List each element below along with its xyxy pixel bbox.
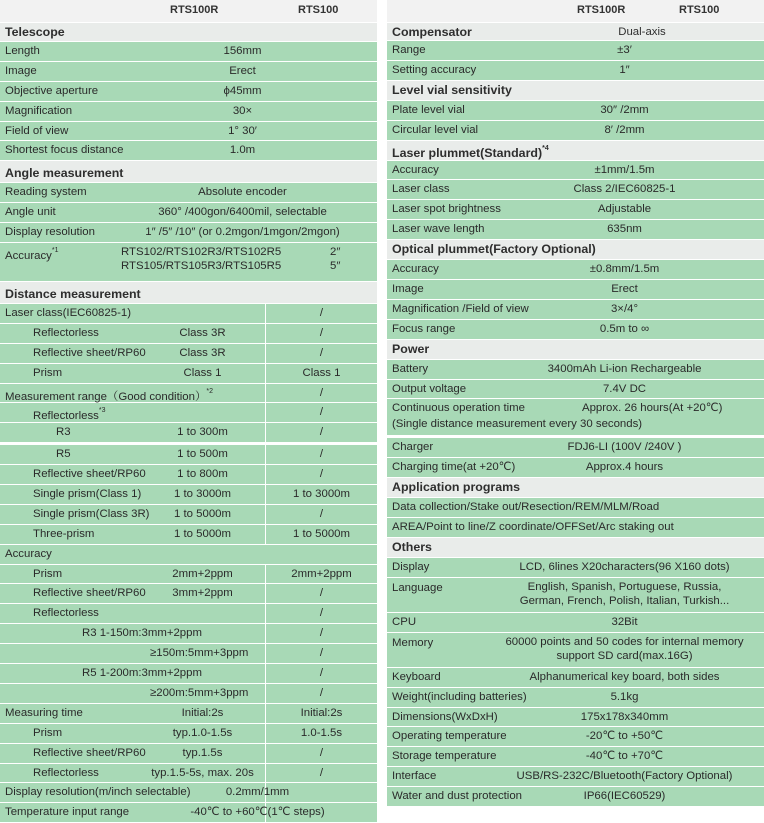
rts100r-value: Initial:2s <box>181 706 224 719</box>
section-heading <box>387 141 764 161</box>
spec-row <box>387 161 764 181</box>
spec-row <box>387 260 764 280</box>
spec-value: 30× <box>232 104 253 117</box>
spec-row <box>387 458 764 478</box>
spec-label: ≥150m:5mm+3ppm <box>150 647 249 660</box>
spec-label: R5 <box>56 448 71 461</box>
spec-label: Reflectorless <box>33 607 99 620</box>
spec-label: Prism <box>33 726 63 739</box>
model-header-rts100r: RTS100R <box>170 4 219 16</box>
accuracy-value-2: 5″ <box>330 260 341 273</box>
section-title: Level vial sensitivity <box>392 82 512 97</box>
accuracy-models-1: RTS102/RTS102R3/RTS102R5 <box>121 246 282 259</box>
spec-label: Angle unit <box>5 206 56 219</box>
spec-value-line2: German, French, Polish, Italian, Turkish... <box>519 594 730 607</box>
spec-value: 3400mAh Li-ion Rechargeable <box>547 362 702 375</box>
spec-value: 7.4V DC <box>602 382 647 395</box>
accuracy-models-2: RTS105/RTS105R3/RTS105R5 <box>121 260 282 273</box>
spec-label: Range <box>392 44 426 56</box>
section-heading <box>0 23 377 42</box>
spec-row <box>0 783 377 803</box>
spec-label: Accuracy$^{*1}$ <box>5 247 59 262</box>
spec-row <box>0 122 377 142</box>
section-title: Angle measurement <box>5 166 124 181</box>
spec-label: Measurement range（Good condition）$^{*2}$ <box>5 387 213 403</box>
spec-label: Display resolution(m/inch selectable) <box>5 786 191 799</box>
spec-label: Operating temperature <box>392 730 507 743</box>
spec-row <box>387 518 764 538</box>
spec-label: Three-prism <box>33 527 95 540</box>
spec-row <box>387 767 764 787</box>
rts100-value: / <box>319 746 324 759</box>
spec-label: Measuring time <box>5 706 83 719</box>
spec-row <box>0 525 377 545</box>
spec-value: -40℃ to +70℃ <box>585 750 664 763</box>
spec-label: Output voltage <box>392 382 467 395</box>
spec-value: IP66(IEC60529) <box>583 790 666 803</box>
spec-row <box>0 744 377 764</box>
spec-row <box>387 708 764 728</box>
spec-value: Approx. 26 hours(At +20℃) <box>582 402 723 415</box>
spec-row <box>0 485 377 505</box>
spec-row <box>0 684 377 704</box>
spec-row <box>0 644 377 664</box>
section-heading <box>387 478 764 498</box>
spec-label: Display <box>392 561 430 574</box>
spec-label: Image <box>5 64 37 77</box>
rts100-value: 1 to 5000m <box>293 527 350 540</box>
spec-row <box>0 364 377 384</box>
spec-row <box>387 180 764 200</box>
section-title: Power <box>392 341 430 356</box>
spec-value: Erect <box>611 283 638 296</box>
program-list: Data collection/Stake out/Resection/REM/MLM/Road <box>392 501 660 514</box>
spec-row <box>387 438 764 458</box>
spec-row <box>387 578 764 613</box>
spec-label: Laser class(IEC60825-1) <box>5 307 131 320</box>
rts100-value: / <box>319 607 324 620</box>
spec-label: Charger <box>392 441 434 454</box>
spec-row <box>0 505 377 525</box>
spec-label: Objective aperture <box>5 84 99 97</box>
spec-row <box>387 220 764 240</box>
spec-row <box>0 223 377 243</box>
spec-row <box>387 320 764 340</box>
spec-label: Water and dust protection <box>392 790 523 803</box>
program-list: AREA/Point to line/Z coordinate/OFFSet/Arc staking out <box>392 521 674 534</box>
spec-row <box>0 243 377 282</box>
section-title: Others <box>392 540 432 555</box>
rts100-value: / <box>319 326 324 339</box>
spec-value: 1″ <box>619 63 630 76</box>
spec-label: Battery <box>392 362 429 375</box>
rts100r-value: 1 to 5000m <box>174 527 231 540</box>
spec-row <box>387 688 764 708</box>
spec-label: Reflective sheet/RP60 <box>33 746 146 759</box>
spec-label: Storage temperature <box>392 750 497 763</box>
rts100r-value: 3mm+2ppm <box>172 587 233 600</box>
spec-value: 360° /400gon/6400mil, selectable <box>158 206 327 219</box>
spec-value: 60000 points and 50 codes for internal memory <box>505 635 744 648</box>
spec-value: 32Bit <box>611 615 638 628</box>
spec-label: Temperature input range <box>5 806 130 819</box>
spec-label: R3 1-150m:3mm+2ppm <box>82 627 202 640</box>
rts100-value: / <box>319 426 324 439</box>
left-table-header <box>0 0 377 23</box>
rts100-value: / <box>319 386 324 399</box>
spec-label: Length <box>5 45 40 57</box>
spec-value: 8′ /2mm <box>604 123 645 136</box>
spec-label: Memory <box>392 636 434 649</box>
rts100r-value: Class 3R <box>179 326 226 339</box>
spec-row <box>0 724 377 744</box>
spec-label: Single prism(Class 3R) <box>33 507 150 520</box>
spec-label: Reflective sheet/RP60 <box>33 468 146 481</box>
spec-row <box>0 545 377 565</box>
spec-row <box>0 764 377 784</box>
spec-label: ≥200m:5mm+3ppm <box>150 686 249 699</box>
section-heading <box>387 538 764 558</box>
spec-row <box>387 101 764 121</box>
spec-value-line2: support SD card(max.16G) <box>556 649 693 662</box>
spec-value: 156mm <box>223 45 262 57</box>
right-table-header <box>387 0 764 23</box>
spec-label: Reflective sheet/RP60 <box>33 587 146 600</box>
rts100r-value: -40℃ to +60℃(1℃ steps) <box>190 806 325 819</box>
rts100-value: / <box>319 627 324 640</box>
spec-row <box>0 604 377 624</box>
spec-row <box>387 399 764 436</box>
spec-row <box>0 324 377 344</box>
spec-row <box>0 344 377 364</box>
spec-value: 5.1kg <box>610 690 639 703</box>
spec-label: Plate level vial <box>392 103 465 116</box>
rts100-value: / <box>319 667 324 680</box>
section-title: Laser plummet(Standard)$^{*4}$ <box>392 144 549 160</box>
spec-value: 30″ /2mm <box>600 103 649 116</box>
rts100-value: 1.0-1.5s <box>300 726 343 739</box>
spec-label: Laser wave length <box>392 223 485 236</box>
spec-label: Magnification <box>5 104 73 117</box>
spec-value: Alphanumerical key board, both sides <box>529 670 720 683</box>
rts100-value: Initial:2s <box>300 706 343 719</box>
rts100-value: / <box>319 307 324 320</box>
rts100r-value: 2mm+2ppm <box>172 567 233 580</box>
spec-row <box>387 613 764 633</box>
rts100r-value: Class 3R <box>179 346 226 359</box>
spec-row <box>387 747 764 767</box>
spec-row <box>387 558 764 578</box>
rts100-value: / <box>319 766 324 779</box>
spec-row <box>0 624 377 644</box>
spec-row <box>387 121 764 141</box>
section-title: Telescope <box>5 25 65 39</box>
spec-label: Interface <box>392 770 437 783</box>
footnote-mark: *1 <box>51 247 59 255</box>
rts100r-value: 1 to 300m <box>177 426 228 439</box>
section-heading <box>0 161 377 183</box>
rts100-value: / <box>319 587 324 600</box>
spec-label: R5 1-200m:3mm+2ppm <box>82 667 202 680</box>
spec-row <box>0 141 377 161</box>
spec-label: Laser class <box>392 183 450 196</box>
rts100-value: / <box>319 406 324 419</box>
spec-label: Focus range <box>392 322 456 335</box>
spec-label: Keyboard <box>392 670 441 683</box>
rts100-value: 2mm+2ppm <box>291 567 352 580</box>
rts100-value: / <box>319 346 324 359</box>
rts100-value: 1 to 3000m <box>293 488 350 501</box>
spec-row <box>0 203 377 223</box>
spec-label: Dimensions(WxDxH) <box>392 710 498 723</box>
spec-label: Accuracy <box>392 163 439 176</box>
rts100r-value: 0.2mm/1mm <box>225 786 290 799</box>
spec-row <box>0 584 377 604</box>
spec-value: Adjustable <box>597 203 652 216</box>
rts100r-value: typ.1.0-1.5s <box>172 726 233 739</box>
spec-row <box>0 42 377 62</box>
spec-label: Laser spot brightness <box>392 203 501 216</box>
spec-row <box>0 62 377 82</box>
spec-value: ±3′ <box>617 44 632 56</box>
spec-value: ϕ45mm <box>223 84 262 97</box>
spec-label: Circular level vial <box>392 123 479 136</box>
section-title: Optical plummet(Factory Optional) <box>392 242 596 257</box>
spec-label: Prism <box>33 366 63 379</box>
right-spec-table <box>387 0 764 807</box>
spec-row <box>387 300 764 320</box>
spec-value: 1″ /5″ /10″ (or 0.2mgon/1mgon/2mgon) <box>145 226 340 239</box>
model-header-rts100: RTS100 <box>298 4 339 16</box>
spec-label: Weight(including batteries) <box>392 690 527 703</box>
spec-label: Charging time(at +20℃) <box>392 461 516 474</box>
rts100-value: Class 1 <box>302 366 341 379</box>
spec-value: English, Spanish, Portuguese, Russia, <box>527 580 722 593</box>
spec-label: Reflectorless <box>33 766 99 779</box>
model-header-rts100r: RTS100R <box>577 4 626 16</box>
spec-row <box>387 280 764 300</box>
spec-value-line2: (Single distance measurement every 30 seconds) <box>392 418 643 431</box>
spec-value: 1.0m <box>229 144 256 157</box>
footnote-mark: *2 <box>206 387 213 395</box>
spec-label: Display resolution <box>5 226 95 239</box>
spec-row <box>387 498 764 518</box>
rts100-value: / <box>319 507 324 520</box>
footnote-mark: *3 <box>98 407 106 415</box>
spec-row <box>0 304 377 324</box>
spec-label: Setting accuracy <box>392 63 477 76</box>
spec-value: Approx.4 hours <box>585 461 664 474</box>
spec-value: LCD, 6lines X20characters(96 X160 dots) <box>519 561 730 574</box>
rts100r-value: 1 to 5000m <box>174 507 231 520</box>
section-heading <box>387 81 764 101</box>
spec-row <box>387 668 764 688</box>
section-heading <box>0 282 377 304</box>
spec-row <box>387 360 764 380</box>
spec-label: Reading system <box>5 186 87 199</box>
accuracy-value-1: 2″ <box>330 246 341 259</box>
spec-row <box>0 403 377 423</box>
spec-row <box>387 41 764 61</box>
spec-value: Erect <box>229 64 256 77</box>
spec-value: ±1mm/1.5m <box>594 163 655 176</box>
rts100r-value: 1 to 3000m <box>174 488 231 501</box>
spec-label: Reflective sheet/RP60 <box>33 346 146 359</box>
model-header-rts100: RTS100 <box>679 4 720 16</box>
spec-label: CPU <box>392 615 417 628</box>
spec-row <box>0 565 377 585</box>
section-value: Dual-axis <box>618 26 666 38</box>
spec-label: Reflectorless$^{*3}$ <box>33 407 106 423</box>
spec-row <box>387 200 764 220</box>
spec-label: Image <box>392 283 424 296</box>
spec-row <box>0 664 377 684</box>
spec-label: R3 <box>56 426 71 439</box>
spec-row <box>0 803 377 823</box>
rts100-value: / <box>319 448 324 461</box>
left-spec-table <box>0 0 377 823</box>
spec-value: USB/RS-232C/Bluetooth(Factory Optional) <box>516 770 733 783</box>
section-title: Application programs <box>392 480 521 495</box>
spec-row <box>387 61 764 81</box>
spec-label: Reflectorless <box>33 326 99 339</box>
spec-row <box>0 704 377 724</box>
spec-row <box>0 82 377 102</box>
spec-row <box>0 423 377 443</box>
spec-row <box>0 102 377 122</box>
section-title: Compensator <box>392 25 472 39</box>
section-heading <box>387 240 764 260</box>
rts100-value: / <box>319 468 324 481</box>
spec-label: Single prism(Class 1) <box>33 488 142 501</box>
section-heading <box>387 340 764 360</box>
spec-value: 635nm <box>607 223 642 236</box>
spec-row <box>0 465 377 485</box>
rts100r-value: 1 to 500m <box>177 448 228 461</box>
spec-row <box>0 384 377 404</box>
spec-value: 0.5m to ∞ <box>599 322 650 335</box>
spec-value: 1° 30′ <box>228 124 257 137</box>
section-heading <box>387 23 764 41</box>
spec-value: -20℃ to +50℃ <box>585 730 664 743</box>
spec-value: ±0.8mm/1.5m <box>589 263 660 276</box>
spec-row <box>387 727 764 747</box>
section-title: Distance measurement <box>5 287 141 302</box>
rts100r-value: Class 1 <box>183 366 222 379</box>
rts100-value: / <box>319 686 324 699</box>
spec-label: Prism <box>33 567 63 580</box>
footnote-mark: *4 <box>542 144 549 152</box>
rts100r-value: typ.1.5s <box>182 746 223 759</box>
spec-row <box>0 183 377 203</box>
spec-label: Magnification /Field of view <box>392 302 529 315</box>
rts100r-value: typ.1.5-5s, max. 20s <box>151 766 254 779</box>
spec-label: Accuracy <box>5 547 52 560</box>
rts100-value: / <box>319 647 324 660</box>
spec-value: 3×/4° <box>610 302 639 315</box>
spec-label: Shortest focus distance <box>5 144 124 157</box>
spec-label: Accuracy <box>392 263 439 276</box>
spec-label: Field of view <box>5 124 69 137</box>
spec-label: Continuous operation time <box>392 402 525 415</box>
spec-row <box>387 633 764 668</box>
spec-value: Class 2/IEC60825-1 <box>573 183 676 196</box>
spec-row <box>0 445 377 465</box>
spec-value: 175x178x340mm <box>580 710 669 723</box>
spec-row <box>387 380 764 400</box>
rts100r-value: 1 to 800m <box>177 468 228 481</box>
spec-value: FDJ6-LI (100V /240V ) <box>567 441 682 454</box>
spec-row <box>387 787 764 807</box>
spec-label: Language <box>392 581 443 594</box>
spec-value: Absolute encoder <box>198 186 287 199</box>
